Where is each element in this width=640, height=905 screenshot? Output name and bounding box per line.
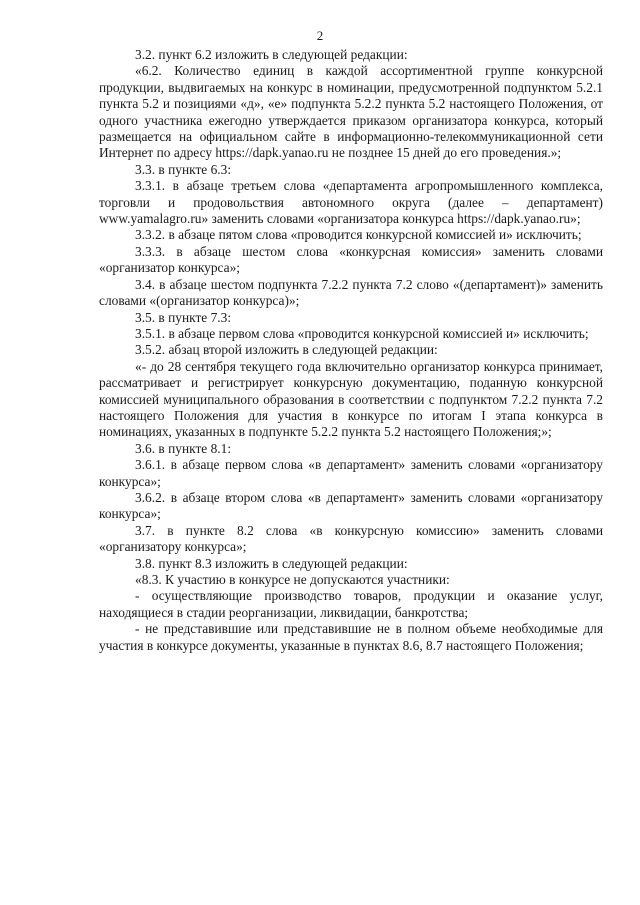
paragraph-6-2-text: «6.2. Количество единиц в каждой ассортиментной группе конкурсной продукции, выдвигаемых на конкурс в номинации, предусмотренной подпунктом 5.2.1 пункта 5.2 и позициями «д», «е» подпункта 5.2.2 пункта 5.2 настоящего Положения, от одного участника ежегодно утверждается приказом организатора конкурса, который размещается на официальном сайте в информационно-телекоммуникационной сети Интернет по адресу https://dapk.yanao.ru не позднее 15 дней до его проведения.»; xyxy=(99,63,603,161)
paragraph-8-3-item-1: - осуществляющие производство товаров, продукции и оказание услуг, находящиеся в стадии реорганизации, ликвидации, банкротства; xyxy=(99,588,603,620)
paragraph-3-7: 3.7. в пункте 8.2 слова «в конкурсную комиссию» заменить словами «организатору конкурса»; xyxy=(99,522,603,555)
paragraph-8-3: «8.3. К участию в конкурсе не допускаются участники: xyxy=(135,572,450,587)
paragraph-3-5-2: 3.5.2. абзац второй изложить в следующей редакции: xyxy=(135,342,438,358)
paragraph-3-2: 3.2. пункт 6.2 изложить в следующей редакции: xyxy=(135,47,408,62)
paragraph-3-6: 3.6. в пункте 8.1: xyxy=(135,440,232,456)
paragraph-8-3-item-2: - не представившие или представившие не в полном объеме необходимые для участия в конкурсе документы, указанные в пунктах 8.6, 8.7 настоящего Положения; xyxy=(99,621,603,653)
paragraph-3-3-3: 3.3.3. в абзаце шестом слова «конкурсная комиссия» заменить словами «организатор конкурса»; xyxy=(99,243,603,276)
document-body xyxy=(99,47,603,654)
paragraph-3-6-1: 3.6.1. в абзаце первом слова «в департамент» заменить словами «организатору конкурса»; xyxy=(99,457,603,489)
paragraph-3-5-2-text: «- до 28 сентября текущего года включительно организатор конкурса принимает, рассматривает и регистрирует конкурсную документацию, поданную конкурсной комиссией муниципального образования в соответствии с подпунктом 7.2.2 пункта 7.2 настоящего Положения для участия в конкурсе по итогам I этапа конкурса в номинациях, указанных в подпункте 5.2.2 пункта 5.2 настоящего Положения;»; xyxy=(99,358,603,440)
paragraph-3-5: 3.5. в пункте 7.3: xyxy=(135,309,232,325)
page-number: 2 xyxy=(316,28,324,43)
paragraph-3-3-2: 3.3.2. в абзаце пятом слова «проводится конкурсной комиссией и» исключить; xyxy=(135,227,582,243)
paragraph-3-6-2: 3.6.2. в абзаце втором слова «в департамент» заменить словами «организатору конкурса»; xyxy=(99,489,603,522)
paragraph-3-3: 3.3. в пункте 6.3: xyxy=(135,161,232,177)
paragraph-3-8: 3.8. пункт 8.3 изложить в следующей редакции: xyxy=(135,555,408,571)
paragraph-3-5-1: 3.5.1. в абзаце первом слова «проводится конкурсной комиссией и» исключить; xyxy=(135,325,589,341)
paragraph-3-4: 3.4. в абзаце шестом подпункта 7.2.2 пункта 7.2 слово «(департамент)» заменить словами «(организатор конкурса)»; xyxy=(99,276,603,309)
paragraph-3-3-1: 3.3.1. в абзаце третьем слова «департамента агропромышленного комплекса, торговли и продовольствия автономного округа (далее – департамент) www.yamalagro.ru» заменить словами «организатора конкурса https://dapk.yanao.ru»; xyxy=(99,178,603,227)
